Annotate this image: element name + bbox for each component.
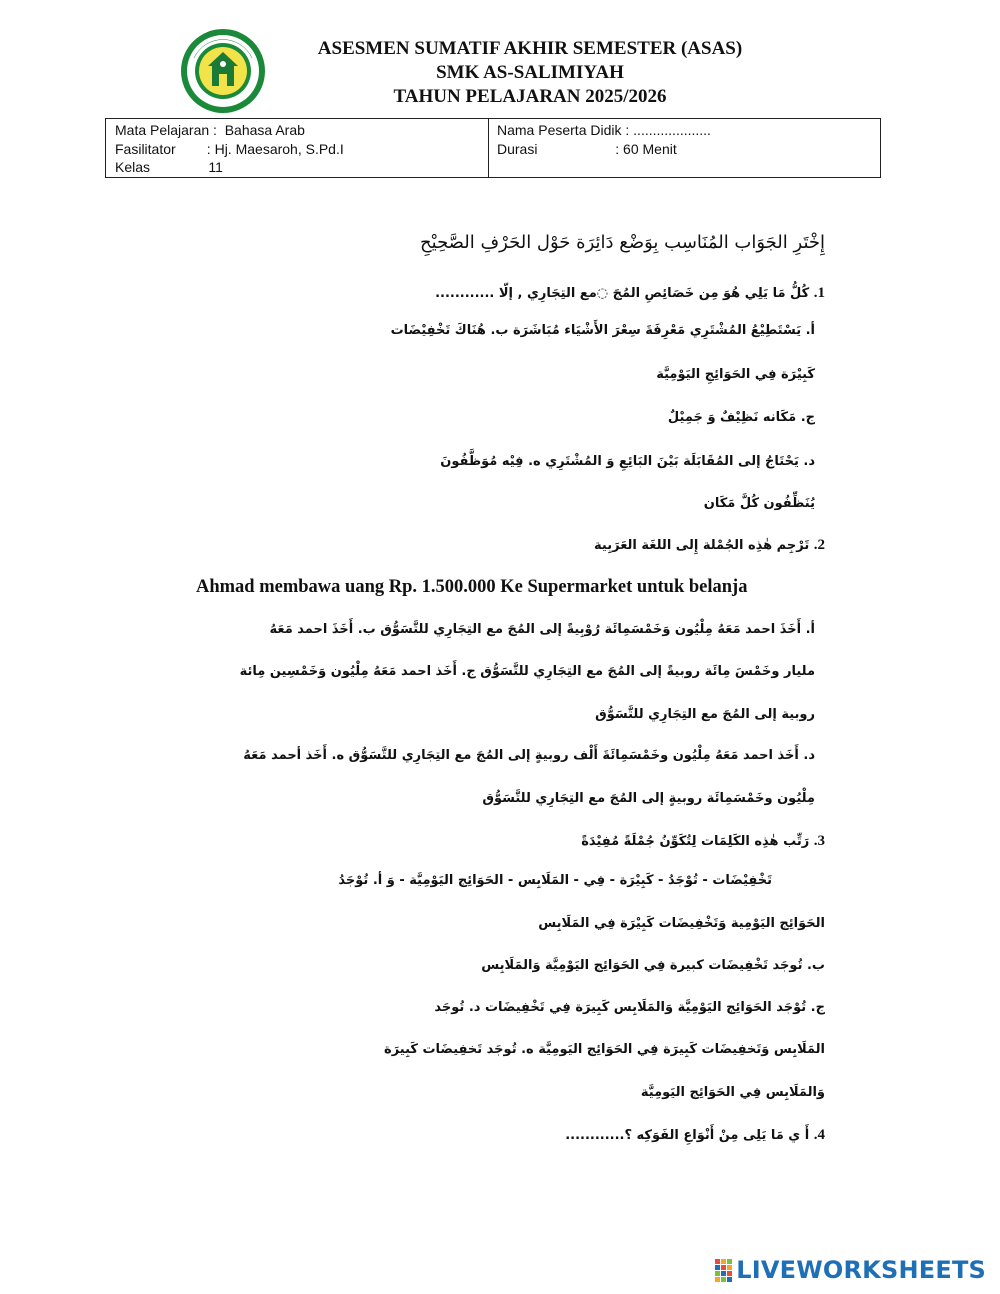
facilitator-field: Fasilitator : Hj. Maesaroh, S.Pd.I xyxy=(115,141,344,157)
instruction: إِخْتَرِ الجَوَاب المُنَاسِب بِوَضْع دَائِرَة حَوْل الحَرْفِ الصَّحِيْحِ xyxy=(420,232,825,253)
question-text: أَ ي مَا يَلِى مِنْ أَنْوَاعِ الفَوَكِه ؟............ xyxy=(565,1128,810,1143)
question-text: تَرْجِم هٰذِه الجُمْلة إِلى اللغَة العَرَبِية xyxy=(594,538,810,553)
q2-option-line[interactable]: مِلْيُون وخَمْسَمِائَة روبيةٍ إلى المُجَ مع التِجَارِي للتَّسَوُّق xyxy=(482,791,815,806)
q1-option-line[interactable]: ج. مَكَانه نَظِيْفٌ وَ جَمِيْلٌ xyxy=(667,410,815,425)
subject-field: Mata Pelajaran : Bahasa Arab xyxy=(115,122,305,138)
liveworksheets-brand xyxy=(715,1256,986,1284)
question-number: 4. xyxy=(813,1127,825,1143)
question-number: 2. xyxy=(813,537,825,553)
q1-option-line[interactable]: أ. يَسْتَطِيْعُ المُشْتَرِي مَعْرِفَةَ سِعْرَ الأَشْيَاء مُبَاشَرَة ب. هُنَاكَ تَخْفِيْضَات xyxy=(390,323,815,338)
liveworksheets-logo-icon xyxy=(715,1259,732,1282)
q3-option-line[interactable]: ب. تُوجَد تَخْفِيضَات كبيرة فِي الحَوَائِج اليَوْمِيَّة وَالمَلَابِس xyxy=(481,958,825,973)
q3-option-line[interactable]: المَلَابِس وَتَخفِيضَات كَبِيرَة فِي الحَوَائِج اليَومِيَّة ه. تُوجَد تَخفِيضَات كَبِيرَة xyxy=(384,1042,825,1057)
q2-option-line[interactable]: أ. أَخَذَ احمد مَعَهُ مِلْيُون وَخَمْسَمِائَة رُوْبِيةً إلى المُجَ مع التِجَارِي للتَّسَوُّق ب. أَخَذَ احمد مَعَهُ xyxy=(269,622,815,637)
translation-sentence: Ahmad membawa uang Rp. 1.500.000 Ke Supermarket untuk belanja xyxy=(196,577,748,597)
duration-field: Durasi : 60 Menit xyxy=(497,141,677,157)
brand-text: LIVEWORKSHEETS xyxy=(736,1256,986,1284)
info-table xyxy=(105,118,881,178)
q2-option-line[interactable]: مليار وخَمْسَ مِائَة روبيةً إلى المُجَ مع التِجَارِي للتَّسَوُّق ج. أَخَذ احمد مَعَهُ مِلْيُون وَخَمْسِين مِائة xyxy=(239,664,815,679)
word-list: تَخْفِيْضَات - تُوْجَدُ - كَبِيْرَة - فِي - المَلَابِس - الحَوَائِج اليَوْمِيَّة - وَ أ. تُوْجَدُ xyxy=(338,873,772,888)
question-1 xyxy=(435,285,825,302)
student-name-field[interactable]: Nama Peserta Didik : .................... xyxy=(497,122,711,138)
school-name: SMK AS-SALIMIYAH xyxy=(436,62,624,83)
question-4 xyxy=(565,1127,825,1144)
question-number: 1. xyxy=(813,285,825,301)
question-2 xyxy=(594,537,825,554)
question-text: رَتِّب هٰذِه الكَلِمَات لِتُكَوِّنُ جُمْلَةً مُفِيْدَةً xyxy=(581,834,810,849)
exam-title: ASESMEN SUMATIF AKHIR SEMESTER (ASAS) xyxy=(317,38,743,59)
q3-option-line[interactable]: الحَوَائِج اليَوْمِية وَتَخْفِيضَات كَبِيْرَة فِي المَلَابِس xyxy=(538,916,825,931)
q2-option-line[interactable]: د. أَخَذ احمد مَعَهُ مِلْيُون وخَمْسَمِائَةَ أَلْف روبيةٍ إلى المُجَ مع التِجَارِي للتَّسَوُّق ه. أَخَذ أحمد مَعَهُ xyxy=(243,748,815,763)
q3-option-line[interactable]: ج. تُوْجَد الحَوَائِج اليَوْمِيَّة وَالمَلَابِس كَبِيرَة فِي تَخْفِيضَات د. تُوجَد xyxy=(434,1000,825,1015)
q1-option-line[interactable]: يُنَظِّفُون كُلَّ مَكَان xyxy=(703,496,815,511)
question-3 xyxy=(581,833,825,850)
q1-option-line[interactable]: كَبِيْرَة فِي الحَوَائِجِ اليَوْمِيَّة xyxy=(656,367,815,382)
q2-option-line[interactable]: روبية إلى المُجَ مع التِجَارِي للتَّسَوُّق xyxy=(595,707,815,722)
q3-option-line[interactable]: وَالمَلَابِس فِي الحَوَائِج اليَومِيَّة xyxy=(640,1085,825,1100)
question-number: 3. xyxy=(813,833,825,849)
info-divider xyxy=(488,119,489,177)
class-field: Kelas 11 xyxy=(115,159,223,175)
q1-option-line[interactable]: د. يَحْتَاجُ إلى المُقَابَلَة بَيْنَ البَائِعِ وَ المُشْتَرِي ه. فِيْه مُوَظَّفُونَ xyxy=(440,454,815,469)
question-text: كُلُّ مَا يَلِي هُوَ مِن خَصَائِصِ المُجَ ◌مع التِجَارِي , إلّا ............ xyxy=(435,286,810,301)
academic-year: TAHUN PELAJARAN 2025/2026 xyxy=(393,86,667,107)
